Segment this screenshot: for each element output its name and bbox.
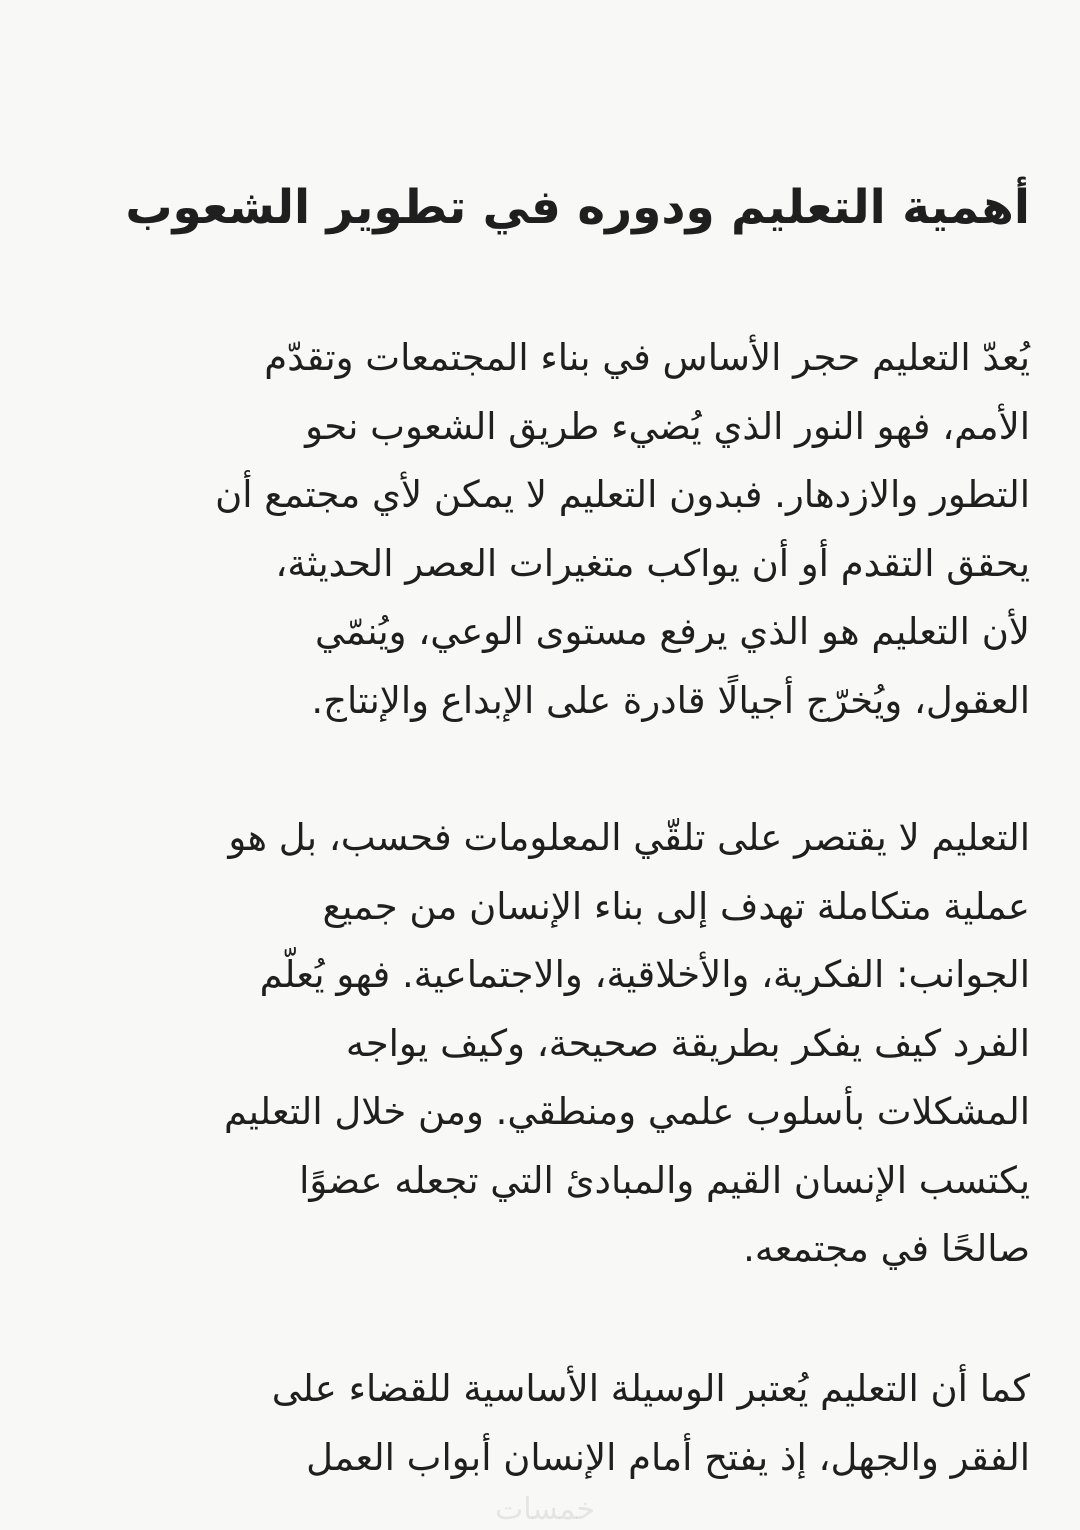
paragraph-line: يحقق التقدم أو أن يواكب متغيرات العصر الحديثة، <box>275 541 1030 585</box>
paragraph-line: يكتسب الإنسان القيم والمبادئ التي تجعله عضوًا <box>299 1158 1030 1202</box>
paragraph-line: الأمم، فهو النور الذي يُضيء طريق الشعوب نحو <box>305 404 1030 448</box>
paragraph-line: الفقر والجهل، إذ يفتح أمام الإنسان أبواب العمل <box>306 1435 1030 1479</box>
paragraph-line: العقول، ويُخرّج أجيالًا قادرة على الإبداع والإنتاج. <box>311 678 1030 722</box>
paragraph-line: لأن التعليم هو الذي يرفع مستوى الوعي، ويُنمّي <box>314 610 1030 653</box>
watermark: خمسات <box>494 1492 596 1527</box>
paragraph-2 <box>40 804 1030 1284</box>
paragraph-line: صالحًا في مجتمعه. <box>743 1227 1030 1270</box>
paragraph-3 <box>40 1355 1030 1492</box>
paragraph-line: كما أن التعليم يُعتبر الوسيلة الأساسية للقضاء على <box>271 1367 1030 1410</box>
paragraph-line: المشكلات بأسلوب علمي ومنطقي. ومن خلال التعليم <box>224 1090 1030 1133</box>
paragraph-line: يُعدّ التعليم حجر الأساس في بناء المجتمعات وتقدّم <box>264 336 1030 379</box>
paragraph-line: التعليم لا يقتصر على تلقّي المعلومات فحسب، بل هو <box>228 816 1030 859</box>
paragraph-line: الفرد كيف يفكر بطريقة صحيحة، وكيف يواجه <box>345 1021 1030 1065</box>
paragraph-line: الجوانب: الفكرية، والأخلاقية، والاجتماعية. فهو يُعلّم <box>259 953 1030 996</box>
paragraph-line: عملية متكاملة تهدف إلى بناء الإنسان من جميع <box>322 884 1030 928</box>
article-title: أهمية التعليم ودوره في تطوير الشعوب <box>125 180 1030 235</box>
paragraph-line: التطور والازدهار. فبدون التعليم لا يمكن لأي مجتمع أن <box>215 473 1030 516</box>
paragraph-1 <box>40 324 1030 735</box>
